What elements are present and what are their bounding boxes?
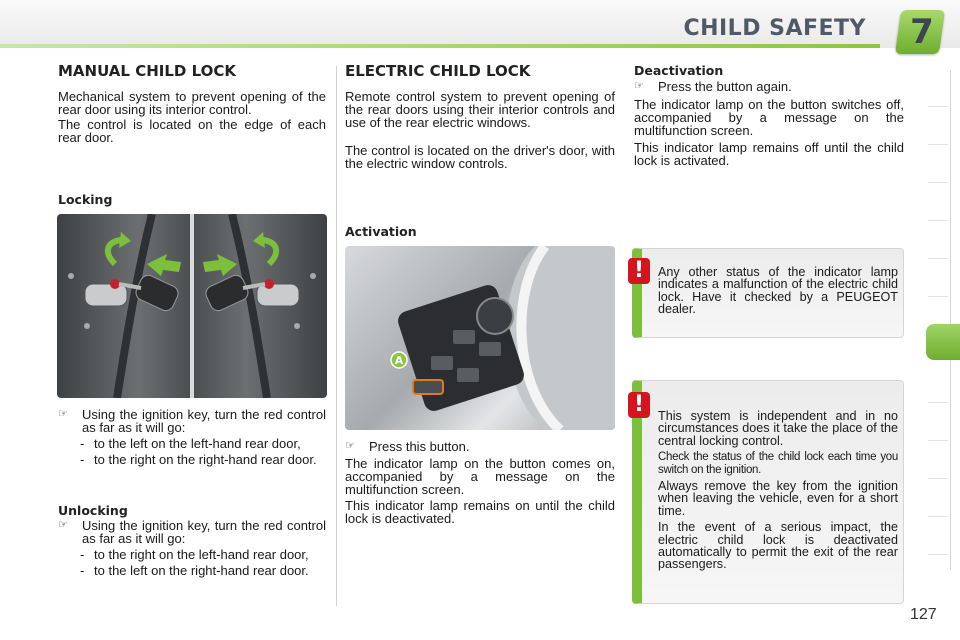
rotate-left-arrow-icon [108,240,121,264]
window-switch [453,330,475,344]
chapter-tab[interactable] [928,366,948,403]
impact-note: In the event of a serious impact, the electric child lock is deactivated automatically to permit the exit of the rear passengers. [658,520,898,572]
deactivation-step: ☞ Press the button again. [634,79,792,94]
chapter-tab[interactable] [928,146,948,183]
chapter-tab[interactable] [928,108,948,145]
page-title: CHILD SAFETY [683,16,866,41]
locking-right-door: - to the right on the right-hand rear door. [80,452,317,467]
page-number: 127 [910,606,937,623]
column-divider [336,66,337,606]
safety-warning-text [658,410,898,571]
check-status-note: Check the status of the child lock each time you switch on the ignition. [658,451,898,476]
key-icon [203,273,265,313]
hand-pointer-icon: ☞ [58,408,68,420]
chapter-tab[interactable] [928,222,948,259]
chapter-tab[interactable] [928,404,948,441]
chapter-tabs [928,70,951,570]
locking-heading: Locking [58,192,113,207]
window-switch [431,356,453,370]
deactivation-result-paragraph: The indicator lamp on the button switches off, accompanied by a message on the multifunction screen. [634,97,904,138]
chapter-tab[interactable] [928,70,948,107]
electric-location-paragraph: The control is located on the driver's door, with the electric window controls. [345,143,615,171]
warning-icon: ! [628,258,650,284]
chapter-tab[interactable] [928,518,948,555]
locking-step: ☞ Using the ignition key, turn the red control as far as it will go: [58,407,326,435]
locking-left-door: - to the left on the left-hand rear door, [80,436,301,451]
chapter-tab[interactable] [928,260,948,297]
push-arrow-icon [203,254,237,276]
remove-key-note: Always remove the key from the ignition when leaving the vehicle, even for a short time. [658,479,898,518]
hand-pointer-icon: ☞ [634,80,644,92]
arrow-head-icon [253,232,265,248]
door-edge-illustration [57,214,327,398]
chapter-number: 7 [910,12,934,52]
malfunction-warning-text: Any other status of the indicator lamp indicates a malfunction of the electric child lock. Have it checked by a PEUGEOT dealer. [658,265,898,317]
independence-note: This system is independent and in no circumstances does it take the place of the central locking control. [658,409,898,448]
hand-pointer-icon: ☞ [345,440,355,452]
unlocking-instructions [58,519,326,577]
arrow-head-icon [119,232,131,248]
rotate-right-arrow-icon [263,240,276,264]
locking-instructions [58,408,326,466]
manual-intro-paragraph: Mechanical system to prevent opening of the rear door using its interior control. [58,89,326,117]
warning-icon: ! [628,392,650,418]
electric-switch-panel-photo [345,246,615,430]
chapter-tab[interactable] [928,442,948,479]
deactivation-duration-paragraph: This indicator lamp remains off until the child lock is activated. [634,140,904,168]
unlocking-right-door: - to the left on the right-hand rear door. [80,563,309,578]
deactivation-heading: Deactivation [634,63,724,78]
activation-result-paragraph: The indicator lamp on the button comes on, accompanied by a message on the multifunction screen. [345,456,615,497]
unlocking-left-door: - to the right on the left-hand rear door, [80,547,309,562]
chapter-tab[interactable] [928,184,948,221]
push-arrow-icon [147,254,181,276]
activation-heading: Activation [345,224,417,239]
window-switch [479,342,501,356]
electric-child-lock-heading: ELECTRIC CHILD LOCK [345,62,531,80]
chapter-tab-active[interactable] [926,324,960,360]
manual-child-lock-heading: MANUAL CHILD LOCK [58,62,236,80]
deactivation-instructions [634,80,904,167]
window-switch [457,368,479,382]
electric-intro-paragraph: Remote control system to prevent opening of the rear doors using their interior controls and use of the rear electric windows. [345,89,615,130]
manual-location-paragraph: The control is located on the edge of each rear door. [58,117,326,145]
child-lock-button [413,380,443,394]
activation-step: ☞ Press this button. [345,439,470,454]
key-icon [119,273,181,313]
mirror-control-knob [477,298,513,334]
header-accent-line [0,44,880,48]
manual-lock-photo [57,214,327,398]
chapter-tab[interactable] [928,480,948,517]
unlocking-step: ☞ Using the ignition key, turn the red control as far as it will go: [58,518,326,546]
unlocking-heading: Unlocking [58,503,128,518]
activation-instructions [345,440,615,525]
hand-pointer-icon: ☞ [58,519,68,531]
window-switch-illustration [345,246,615,430]
callout-a-label: A [394,354,404,367]
activation-duration-paragraph: This indicator lamp remains on until the child lock is deactivated. [345,498,615,526]
